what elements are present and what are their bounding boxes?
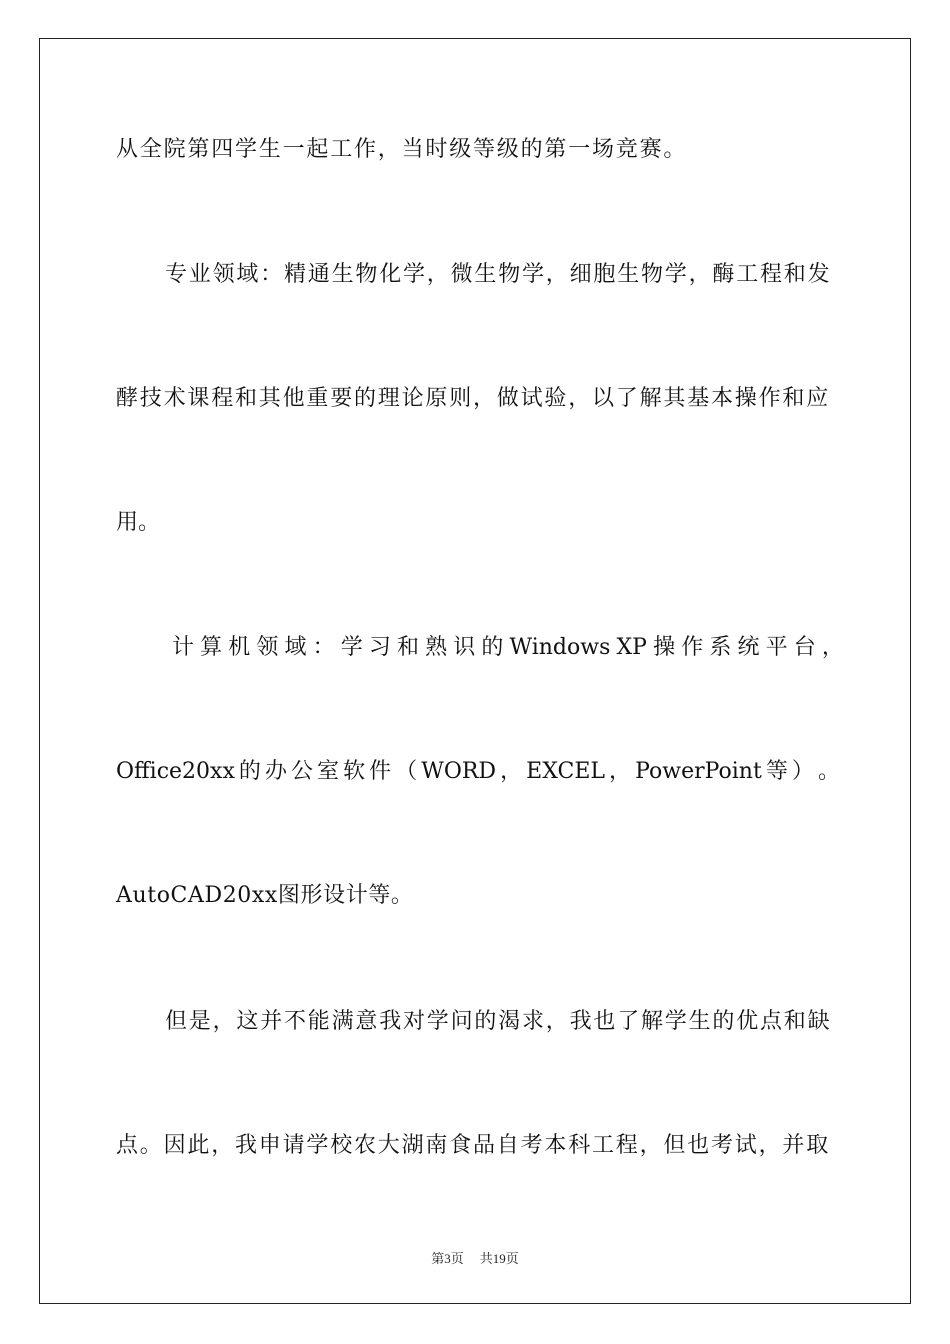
text-token: 台: [793, 635, 816, 660]
text-token: 平: [765, 635, 788, 660]
text-token: ，: [821, 635, 844, 660]
text-token: 的: [481, 635, 504, 660]
text-token: 。: [817, 759, 840, 784]
text-token: PowerPoint: [635, 759, 762, 784]
text-line-9: 点。因此，我申请学校农大湖南食品自考本科工程，但也考试，并取: [116, 1133, 831, 1158]
page-number: 第3页: [431, 1251, 464, 1266]
text-token: 作: [681, 635, 704, 660]
text-token: ，: [500, 759, 523, 784]
text-token: WORD: [421, 759, 497, 784]
text-token: Windows: [509, 635, 611, 660]
text-token: 件: [369, 759, 392, 784]
page-total: 共19页: [479, 1251, 519, 1266]
text-token: 公: [290, 759, 313, 784]
text-token: 领: [256, 635, 279, 660]
text-token: 熟: [425, 635, 448, 660]
text-token: （: [395, 759, 418, 784]
text-line-5: [172, 633, 844, 663]
text-token: 域: [284, 635, 307, 660]
text-line-8: 但是，这并不能满意我对学问的渴求，我也了解学生的优点和缺: [165, 1009, 832, 1034]
text-token: 等: [765, 759, 788, 784]
text-token: ，: [609, 759, 632, 784]
text-token: Office20xx: [116, 759, 235, 784]
text-token: ：: [312, 635, 335, 660]
page-border: [39, 38, 911, 1304]
text-token: 统: [737, 635, 760, 660]
text-token: 系: [709, 635, 732, 660]
text-token: 室: [317, 759, 340, 784]
text-token: 学: [340, 635, 363, 660]
text-line-4: 用。: [116, 510, 161, 535]
text-token: XP: [616, 635, 647, 660]
text-token: 识: [453, 635, 476, 660]
text-token: 机: [228, 635, 251, 660]
text-line-7: AutoCAD20xx图形设计等。: [116, 883, 414, 908]
text-token: 的: [238, 759, 261, 784]
text-token: 计: [172, 635, 195, 660]
page-footer: [0, 1248, 950, 1267]
text-line-2: 专业领域：精通生物化学，微生物学，细胞生物学，酶工程和发: [165, 262, 832, 287]
text-token: 算: [200, 635, 223, 660]
text-line-6: [116, 757, 840, 787]
text-line-3: 酵技术课程和其他重要的理论原则，做试验，以了解其基本操作和应: [116, 386, 831, 411]
text-token: 办: [264, 759, 287, 784]
text-line-1: 从全院第四学生一起工作，当时级等级的第一场竞赛。: [116, 137, 688, 162]
text-token: 操: [653, 635, 676, 660]
text-token: 和: [397, 635, 420, 660]
text-token: ）: [791, 759, 814, 784]
text-token: 习: [368, 635, 391, 660]
text-token: EXCEL: [526, 759, 605, 784]
text-token: 软: [343, 759, 366, 784]
